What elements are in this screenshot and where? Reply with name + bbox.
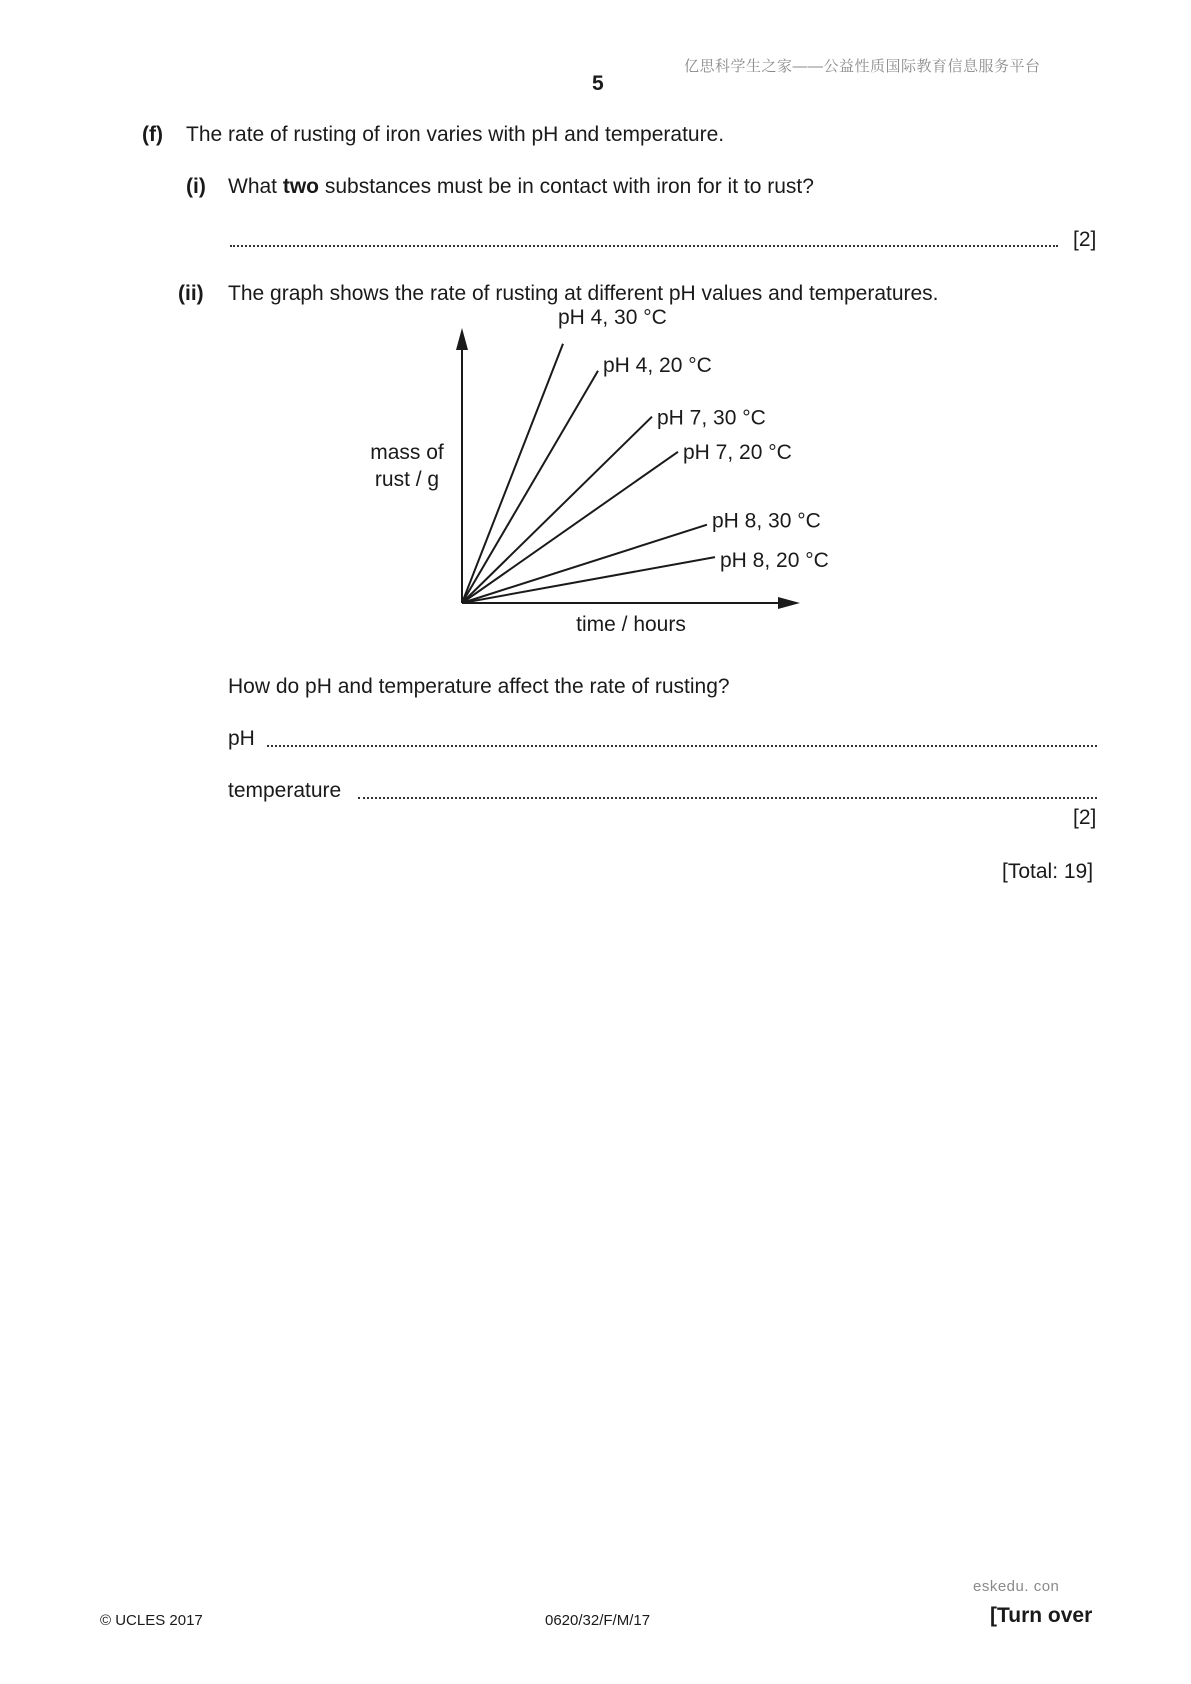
y-axis-label-line2: rust / g: [374, 468, 440, 491]
series-line-3: [462, 417, 652, 603]
footer-code: 0620/32/F/M/17: [545, 1612, 651, 1629]
series-line-5: [462, 525, 707, 603]
x-axis-label: time / hours: [576, 613, 686, 636]
page-number: 5: [592, 72, 604, 95]
part-ii-label: (ii): [178, 282, 204, 305]
question-f-label: (f): [142, 123, 163, 146]
series-label-2: pH 4, 20 °C: [603, 353, 712, 377]
part-i-label: (i): [186, 175, 206, 198]
series-label-4: pH 7, 20 °C: [683, 440, 792, 464]
footer-copyright: © UCLES 2017: [100, 1612, 203, 1629]
series-label-3: pH 7, 30 °C: [657, 406, 766, 430]
question-f-text: The rate of rusting of iron varies with pH and temperature.: [186, 123, 725, 146]
header-watermark: 亿思科学生之家——公益性质国际教育信息服务平台: [684, 58, 1041, 75]
series-line-1: [462, 344, 563, 603]
answer-line-ph[interactable]: [267, 745, 1097, 747]
part-ii-question: How do pH and temperature affect the rate of rusting?: [228, 675, 730, 698]
part-ii-marks: [2]: [1073, 806, 1097, 829]
part-i-text-bold: two: [282, 175, 320, 198]
part-i-question: [228, 175, 814, 199]
part-i-text-after: substances must be in contact with iron for it to rust?: [319, 175, 814, 198]
part-i-marks: [2]: [1073, 228, 1097, 251]
series-label-1: pH 4, 30 °C: [558, 305, 667, 329]
answer-line-i[interactable]: [230, 245, 1058, 247]
series-label-6: pH 8, 20 °C: [720, 549, 829, 573]
series-line-4: [462, 452, 678, 603]
part-ii-text: The graph shows the rate of rusting at different pH values and temperatures.: [228, 282, 939, 305]
total-marks: [Total: 19]: [1002, 860, 1094, 883]
x-axis-arrow: [778, 597, 800, 609]
footer-watermark: eskedu. con: [973, 1578, 1060, 1595]
y-axis-arrow: [456, 328, 468, 350]
answer-temperature-label: temperature: [228, 779, 342, 802]
turn-over: [Turn over: [990, 1604, 1093, 1627]
answer-line-temperature[interactable]: [358, 797, 1097, 799]
y-axis-label-line1: mass of: [370, 441, 444, 464]
answer-ph-label: pH: [228, 727, 255, 750]
series-line-6: [462, 557, 715, 603]
series-line-2: [462, 371, 598, 603]
series-label-5: pH 8, 30 °C: [712, 509, 821, 533]
part-i-text-before: What: [228, 175, 283, 198]
